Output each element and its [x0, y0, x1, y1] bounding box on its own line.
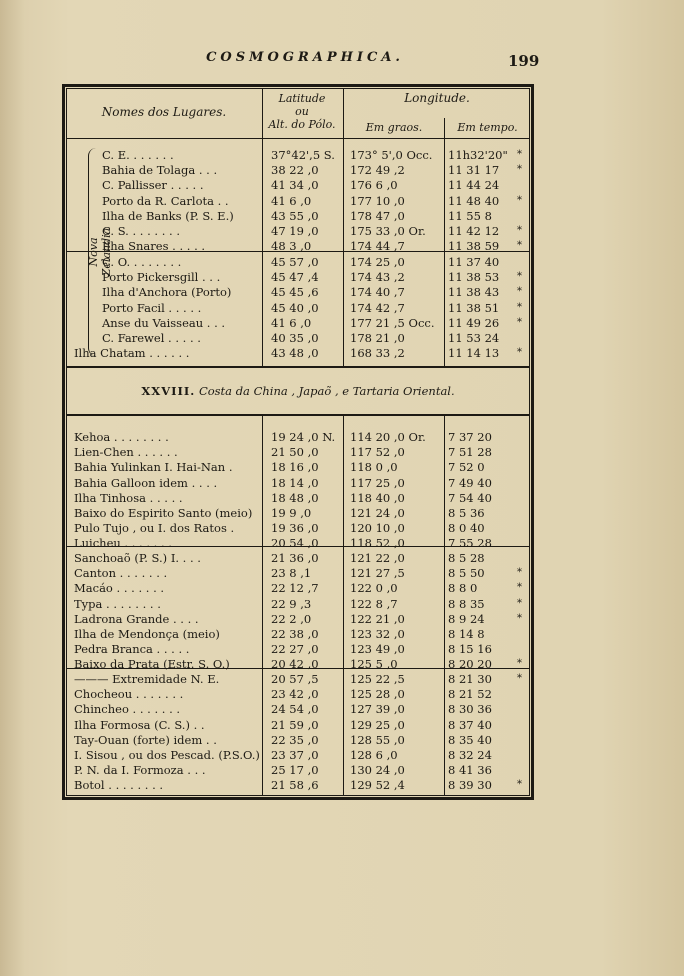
- place-name: Ilha de Banks (P. S. E.): [102, 208, 234, 223]
- place-name: Baixo do Espirito Santo (meio): [74, 506, 253, 520]
- table-row: [0, 702, 684, 717]
- longitude-time-cell: 7 55 28: [448, 536, 492, 551]
- latitude-cell: 19 24 ,0 N.: [271, 430, 336, 444]
- table-row: [0, 657, 684, 672]
- asterisk-mark: *: [517, 149, 522, 160]
- table-row: [0, 224, 684, 239]
- longitude-degrees-cell: 120 10 ,0: [350, 521, 405, 536]
- longitude-time-cell: 7 49 40: [448, 475, 492, 490]
- table-row: [0, 506, 684, 521]
- place-name: Porto Facil . . . . .: [102, 300, 202, 315]
- running-title: COSMOGRAPHICA.: [206, 50, 404, 65]
- asterisk-mark: *: [517, 673, 522, 684]
- longitude-degrees-cell: 121 24 ,0: [350, 506, 405, 520]
- longitude-degrees-cell: 121 27 ,5: [350, 566, 405, 581]
- latitude-cell: 21 36 ,0: [271, 551, 319, 565]
- place-name: Pulo Tujo , ou I. dos Ratos .: [74, 521, 235, 536]
- latitude-cell: 22 9 ,3: [271, 596, 312, 611]
- asterisk-mark: *: [517, 286, 522, 298]
- longitude-time-cell: 11 38 43: [448, 285, 500, 300]
- longitude-degrees-cell: 174 43 ,2: [350, 270, 405, 285]
- longitude-degrees-cell: 174 25 ,0: [350, 255, 405, 269]
- table-row: [0, 733, 684, 748]
- table-row: [0, 687, 684, 702]
- header-rule: [66, 138, 530, 139]
- table-row: [0, 672, 684, 687]
- table-row: [0, 718, 684, 733]
- longitude-time-cell: 8 14 8: [448, 627, 485, 641]
- column-header-time: Em tempo.: [457, 121, 518, 134]
- longitude-time-cell: 8 37 40: [448, 717, 492, 732]
- longitude-degrees-cell: 127 39 ,0: [350, 702, 405, 717]
- latitude-cell: 43 55 ,0: [271, 208, 319, 223]
- table-row: [0, 460, 684, 475]
- latitude-cell: 22 35 ,0: [271, 732, 319, 747]
- place-name: Ilha Snares . . . . .: [102, 239, 206, 254]
- latitude-cell: 41 6 ,0: [271, 193, 312, 208]
- place-name: Bahia de Tolaga . . .: [102, 163, 218, 178]
- longitude-time-cell: 8 39 30: [448, 778, 492, 793]
- latitude-cell: 18 14 ,0: [271, 475, 319, 490]
- longitude-degrees-cell: 122 21 ,0: [350, 611, 405, 626]
- longitude-time-cell: 7 54 40: [448, 490, 492, 505]
- section-rule-bottom: [66, 414, 530, 416]
- latitude-cell: 48 3 ,0: [271, 239, 312, 254]
- asterisk-mark: *: [517, 779, 522, 791]
- latitude-cell: 45 47 ,4: [271, 270, 319, 285]
- longitude-time-cell: 11 38 59: [448, 239, 500, 254]
- table-row: [0, 163, 684, 178]
- table-row: [0, 536, 684, 551]
- place-name: C. S. . . . . . . .: [102, 224, 181, 238]
- latitude-cell: 21 58 ,6: [271, 778, 319, 793]
- longitude-degrees-cell: 118 52 ,0: [350, 536, 405, 551]
- column-header-names: Nomes dos Lugares.: [101, 105, 227, 119]
- longitude-time-cell: 8 41 36: [448, 763, 492, 778]
- place-name: C. O. . . . . . . .: [102, 255, 182, 269]
- place-name: Luicheu . . . . . . .: [74, 536, 172, 551]
- asterisk-mark: *: [517, 271, 522, 283]
- place-name: Porto Pickersgill . . .: [102, 270, 221, 285]
- longitude-degrees-cell: 130 24 ,0: [350, 763, 405, 778]
- table-row: [0, 209, 684, 224]
- place-name: Typa . . . . . . . .: [74, 596, 161, 611]
- latitude-cell: 24 54 ,0: [271, 702, 319, 717]
- table-row: [0, 521, 684, 536]
- longitude-time-cell: 8 35 40: [448, 732, 492, 747]
- asterisk-mark: *: [517, 612, 522, 624]
- latitude-cell: 20 57 ,5: [271, 672, 319, 686]
- place-name: Ilha Chatam . . . . . .: [74, 346, 190, 361]
- place-name: Ilha Formosa (C. S.) . .: [74, 717, 205, 732]
- latitude-cell: 19 36 ,0: [271, 521, 319, 536]
- latitude-cell: 25 17 ,0: [271, 763, 319, 778]
- longitude-time-cell: 8 30 36: [448, 702, 492, 717]
- place-name: P. N. da I. Formoza . . .: [74, 763, 206, 778]
- column-header-latitude: Latitude ou Alt. do Pólo.: [268, 92, 336, 131]
- column-header-degrees: Em graos.: [365, 121, 423, 134]
- place-name: Botol . . . . . . . .: [74, 778, 164, 793]
- latitude-cell: 47 19 ,0: [271, 224, 319, 238]
- table-row: [0, 778, 684, 793]
- longitude-time-cell: 8 8 0: [448, 581, 478, 596]
- place-name: C. Farewel . . . . .: [102, 331, 201, 345]
- longitude-degrees-cell: 118 0 ,0: [350, 460, 398, 475]
- longitude-degrees-cell: 128 55 ,0: [350, 732, 405, 747]
- place-name: Bahia Yulinkan I. Hai-Nan .: [74, 460, 233, 475]
- longitude-time-cell: 7 52 0: [448, 460, 485, 475]
- latitude-cell: 45 40 ,0: [271, 300, 319, 315]
- longitude-degrees-cell: 178 21 ,0: [350, 331, 405, 345]
- longitude-degrees-cell: 122 8 ,7: [350, 596, 398, 611]
- latitude-cell: 41 34 ,0: [271, 178, 319, 193]
- longitude-time-cell: 11 38 53: [448, 270, 500, 285]
- longitude-degrees-cell: 178 47 ,0: [350, 208, 405, 223]
- longitude-degrees-cell: 177 10 ,0: [350, 193, 405, 208]
- longitude-degrees-cell: 117 25 ,0: [350, 475, 405, 490]
- longitude-degrees-cell: 128 6 ,0: [350, 748, 398, 762]
- asterisk-mark: *: [517, 347, 522, 359]
- table-row: [0, 255, 684, 270]
- place-name: I. Sisou , ou dos Pescad. (P.S.O.): [74, 748, 260, 762]
- table-row: [0, 178, 684, 193]
- longitude-degrees-cell: 176 6 ,0: [350, 178, 398, 193]
- place-name: Tay-Ouan (forte) idem . .: [74, 732, 217, 747]
- asterisk-mark: *: [517, 164, 522, 176]
- section-heading: XXVIII. Costa da China , Japaõ , e Tartaria Oriental.: [141, 384, 455, 398]
- asterisk-mark: *: [517, 658, 522, 670]
- place-name: Pedra Branca . . . . .: [74, 642, 190, 657]
- latitude-cell: 19 9 ,0: [271, 506, 312, 520]
- table-row: [0, 316, 684, 331]
- place-name: C. E. . . . . . .: [102, 148, 174, 162]
- table-row: [0, 148, 684, 163]
- longitude-degrees-cell: 121 22 ,0: [350, 551, 405, 565]
- table-row: [0, 763, 684, 778]
- latitude-cell: 22 38 ,0: [271, 627, 319, 641]
- latitude-cell: 37°42',5 S.: [271, 148, 335, 162]
- table-row: [0, 285, 684, 300]
- table-row: [0, 491, 684, 506]
- longitude-degrees-cell: 114 20 ,0 Or.: [350, 430, 426, 444]
- table-row: [0, 476, 684, 491]
- group-label: Nova Zelandia: [87, 227, 113, 277]
- place-name: Chincheo . . . . . . .: [74, 702, 181, 717]
- latitude-cell: 22 2 ,0: [271, 611, 312, 626]
- table-row: [0, 748, 684, 763]
- place-name: C. Pallisser . . . . .: [102, 178, 204, 193]
- longitude-time-cell: 8 9 24: [448, 611, 485, 626]
- latitude-cell: 23 8 ,1: [271, 566, 312, 581]
- table-row: [0, 194, 684, 209]
- place-name: Lien-Chen . . . . . .: [74, 445, 178, 460]
- longitude-time-cell: 11 53 24: [448, 331, 500, 345]
- asterisk-mark: *: [517, 194, 522, 206]
- place-name: Kehoa . . . . . . . .: [74, 430, 169, 444]
- table-row: [0, 597, 684, 612]
- longitude-degrees-cell: 122 0 ,0: [350, 581, 398, 596]
- longitude-time-cell: 8 15 16: [448, 642, 492, 657]
- longitude-time-cell: 11 31 17: [448, 163, 500, 178]
- longitude-degrees-cell: 125 28 ,0: [350, 687, 405, 702]
- longitude-time-cell: 8 20 20: [448, 657, 492, 672]
- longitude-time-cell: 7 37 20: [448, 430, 492, 444]
- longitude-degrees-cell: 129 52 ,4: [350, 778, 405, 793]
- place-name: Ilha de Mendonça (meio): [74, 627, 220, 641]
- longitude-degrees-cell: 123 32 ,0: [350, 627, 405, 641]
- longitude-time-cell: 8 21 52: [448, 687, 492, 702]
- table-row: [0, 581, 684, 596]
- place-name: Anse du Vaisseau . . .: [102, 315, 226, 330]
- table-row: [0, 239, 684, 254]
- latitude-cell: 22 12 ,7: [271, 581, 319, 596]
- latitude-cell: 41 6 ,0: [271, 315, 312, 330]
- table-row: [0, 301, 684, 316]
- latitude-cell: 21 50 ,0: [271, 445, 319, 460]
- longitude-degrees-cell: 174 40 ,7: [350, 285, 405, 300]
- latitude-cell: 23 37 ,0: [271, 748, 319, 762]
- place-name: Chocheou . . . . . . .: [74, 687, 184, 702]
- latitude-cell: 23 42 ,0: [271, 687, 319, 702]
- place-name: Sanchoaõ (P. S.) I. . . .: [74, 551, 201, 565]
- longitude-time-cell: 8 5 28: [448, 551, 485, 565]
- table-row: [0, 642, 684, 657]
- longitude-degrees-cell: 174 42 ,7: [350, 300, 405, 315]
- asterisk-mark: *: [517, 301, 522, 313]
- longitude-time-cell: 11 48 40: [448, 193, 500, 208]
- longitude-time-cell: 11h32'20": [448, 148, 508, 162]
- place-name: Canton . . . . . . .: [74, 566, 168, 581]
- table-row: [0, 566, 684, 581]
- place-name: Ladrona Grande . . . .: [74, 611, 199, 626]
- longitude-degrees-cell: 129 25 ,0: [350, 717, 405, 732]
- table-row: [0, 270, 684, 285]
- place-name: Bahia Galloon idem . . . .: [74, 475, 218, 490]
- latitude-cell: 43 48 ,0: [271, 346, 319, 361]
- longitude-time-cell: 8 5 36: [448, 506, 485, 520]
- longitude-time-cell: 8 5 50: [448, 566, 485, 581]
- asterisk-mark: *: [517, 582, 522, 594]
- longitude-degrees-cell: 172 49 ,2: [350, 163, 405, 178]
- asterisk-mark: *: [517, 240, 522, 252]
- section-rule-top: [66, 366, 530, 368]
- table-row: [0, 430, 684, 445]
- place-name: Ilha Tinhosa . . . . .: [74, 490, 183, 505]
- column-header-longitude: Longitude.: [404, 91, 470, 105]
- longitude-time-cell: 8 8 35: [448, 596, 485, 611]
- page-number: 199: [508, 52, 540, 70]
- asterisk-mark: *: [517, 567, 522, 579]
- longitude-time-cell: 8 21 30: [448, 672, 492, 686]
- latitude-cell: 22 27 ,0: [271, 642, 319, 657]
- longitude-degrees-cell: 174 44 ,7: [350, 239, 405, 254]
- longitude-degrees-cell: 118 40 ,0: [350, 490, 405, 505]
- longitude-degrees-cell: 168 33 ,2: [350, 346, 405, 361]
- latitude-cell: 20 42 ,0: [271, 657, 319, 672]
- asterisk-mark: *: [517, 225, 522, 236]
- table-row: [0, 346, 684, 361]
- longitude-degrees-cell: 177 21 ,5 Occ.: [350, 315, 435, 330]
- longitude-degrees-cell: 125 22 ,5: [350, 672, 405, 686]
- longitude-degrees-cell: 175 33 ,0 Or.: [350, 224, 426, 238]
- longitude-degrees-cell: 173° 5',0 Occ.: [350, 148, 433, 162]
- longitude-degrees-cell: 123 49 ,0: [350, 642, 405, 657]
- place-name: Baixo da Prata (Estr. S. O.): [74, 657, 230, 672]
- place-name: ——— Extremidade N. E.: [74, 672, 220, 686]
- place-name: Ilha d'Anchora (Porto): [102, 285, 232, 300]
- latitude-cell: 21 59 ,0: [271, 717, 319, 732]
- latitude-cell: 20 54 ,0: [271, 536, 319, 551]
- latitude-cell: 45 45 ,6: [271, 285, 319, 300]
- latitude-cell: 18 48 ,0: [271, 490, 319, 505]
- longitude-time-cell: 11 42 12: [448, 224, 500, 238]
- asterisk-mark: *: [517, 316, 522, 328]
- table-row: [0, 612, 684, 627]
- latitude-cell: 40 35 ,0: [271, 331, 319, 345]
- longitude-time-cell: 8 0 40: [448, 521, 485, 536]
- table-row: [0, 551, 684, 566]
- place-name: Macáo . . . . . . .: [74, 581, 165, 596]
- asterisk-mark: *: [517, 597, 522, 609]
- table-row: [0, 331, 684, 346]
- longitude-time-cell: 11 55 8: [448, 208, 492, 223]
- longitude-time-cell: 11 14 13: [448, 346, 500, 361]
- longitude-time-cell: 11 37 40: [448, 255, 500, 269]
- longitude-time-cell: 11 38 51: [448, 300, 500, 315]
- longitude-degrees-cell: 125 5 ,0: [350, 657, 398, 672]
- table-row: [0, 627, 684, 642]
- longitude-time-cell: 11 44 24: [448, 178, 500, 193]
- longitude-time-cell: 11 49 26: [448, 315, 500, 330]
- longitude-degrees-cell: 117 52 ,0: [350, 445, 405, 460]
- latitude-cell: 38 22 ,0: [271, 163, 319, 178]
- latitude-cell: 45 57 ,0: [271, 255, 319, 269]
- latitude-cell: 18 16 ,0: [271, 460, 319, 475]
- table-row: [0, 445, 684, 460]
- longitude-time-cell: 8 32 24: [448, 748, 492, 762]
- longitude-time-cell: 7 51 28: [448, 445, 492, 460]
- place-name: Porto da R. Carlota . .: [102, 193, 229, 208]
